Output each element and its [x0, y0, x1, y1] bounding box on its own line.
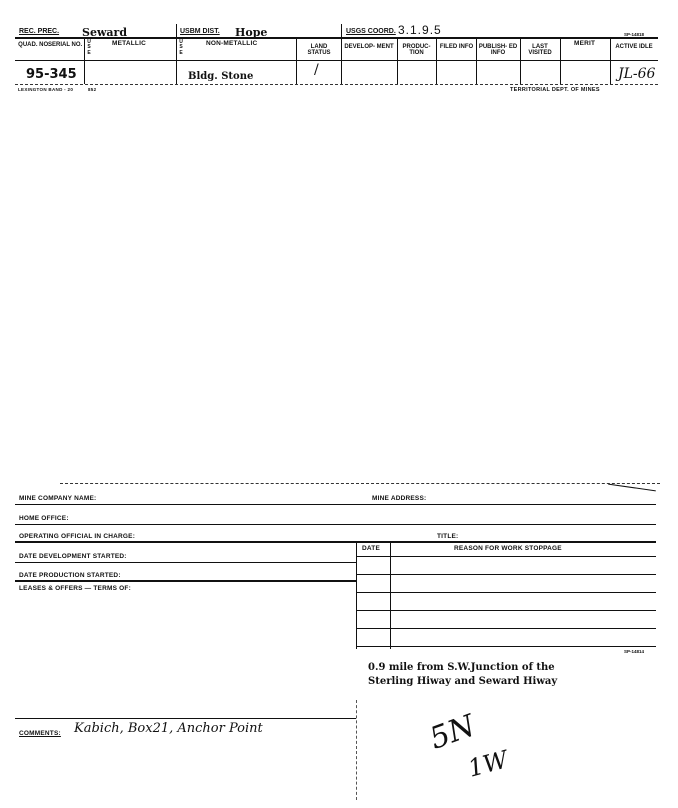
- comments-value: Kabich, Box21, Anchor Point: [74, 721, 263, 736]
- location-note-line2: Sterling Hiway and Seward Hiway: [368, 676, 558, 687]
- location-note-line1: 0.9 mile from S.W.Junction of the: [368, 662, 555, 673]
- table-left: [356, 541, 357, 649]
- rule: [15, 718, 356, 719]
- footer-right: TERRITORIAL DEPT. OF MINES: [510, 87, 600, 93]
- header-rule: [15, 37, 658, 39]
- table-rule: [356, 628, 656, 629]
- divider: [520, 37, 521, 84]
- col-published-info: PUBLISH- ED INFO: [478, 44, 518, 57]
- handwritten-township: 5N: [425, 708, 480, 757]
- col-active-idle: ACTIVE IDLE: [615, 44, 653, 50]
- footer-code: 852: [88, 87, 97, 92]
- rec-prec-value: Seward: [82, 26, 128, 39]
- col-merit: MERIT: [574, 40, 596, 47]
- rule: [15, 504, 656, 505]
- divider: [560, 37, 561, 84]
- table-rule: [356, 556, 656, 557]
- operating-official-label: OPERATING OFFICIAL IN CHARGE:: [19, 533, 136, 540]
- card-edge-mark: [608, 484, 656, 492]
- table-divider: [390, 541, 391, 649]
- col-land-status: LAND STATUS: [307, 44, 331, 57]
- reason-header: REASON FOR WORK STOPPAGE: [454, 545, 562, 552]
- columns-rule: [15, 60, 658, 61]
- table-rule: [356, 610, 656, 611]
- mine-address-label: MINE ADDRESS:: [372, 495, 427, 502]
- rule: [15, 541, 656, 543]
- divider: [176, 24, 177, 38]
- handwritten-range: 1W: [465, 745, 511, 783]
- col-filed-info: FILED INFO: [439, 44, 474, 50]
- col-non-metallic: NON-METALLIC: [206, 40, 258, 47]
- table-rule: [356, 592, 656, 593]
- col-quad-no: QUAD. NO.: [18, 42, 50, 48]
- col-last-visited: LAST VISITED: [528, 44, 552, 57]
- divider: [436, 37, 437, 84]
- divider: [176, 37, 177, 84]
- divider: [610, 37, 611, 84]
- rec-prec-label: REC. PREC.: [19, 28, 60, 35]
- card-edge: [60, 483, 660, 484]
- rule: [15, 524, 656, 525]
- col-production: PRODUC- TION: [402, 44, 431, 57]
- divider: [341, 24, 342, 38]
- usgs-coord-value: 3.1.9.5: [398, 23, 442, 37]
- date-prod-started-label: DATE PRODUCTION STARTED:: [19, 572, 121, 579]
- form-code-bottom: SP-14814: [624, 649, 645, 654]
- footer-left: LEXINGTON BAND - 20: [18, 87, 74, 92]
- non-metallic-value: Bldg. Stone: [188, 71, 254, 82]
- leases-label: LEASES & OFFERS — TERMS OF:: [19, 585, 131, 592]
- table-rule: [356, 646, 656, 647]
- serial-value: 95-345: [26, 67, 77, 82]
- title-label: TITLE:: [437, 533, 459, 540]
- row-rule: [15, 84, 658, 85]
- col-serial-no: SERIAL NO.: [48, 42, 83, 48]
- land-status-value: /: [314, 62, 319, 78]
- date-header: DATE: [362, 545, 381, 552]
- rule: [15, 580, 356, 582]
- col-metallic: METALLIC: [112, 40, 146, 47]
- col-use-nonmetallic: U S E: [179, 39, 183, 56]
- date-dev-started-label: DATE DEVELOPMENT STARTED:: [19, 553, 127, 560]
- usbm-dist-value: Hope: [235, 26, 268, 39]
- divider: [397, 37, 398, 84]
- home-office-label: HOME OFFICE:: [19, 515, 69, 522]
- col-development: DEVELOP- MENT: [344, 44, 394, 50]
- mine-company-name-label: MINE COMPANY NAME:: [19, 495, 97, 502]
- rule: [15, 562, 356, 563]
- active-idle-value: JL-66: [618, 66, 656, 82]
- card-divider: [356, 700, 357, 800]
- table-rule: [356, 574, 656, 575]
- comments-label: COMMENTS:: [19, 730, 61, 737]
- divider: [476, 37, 477, 84]
- divider: [84, 37, 85, 84]
- divider: [341, 37, 342, 84]
- form-code: SP-14818: [624, 32, 645, 37]
- divider: [296, 37, 297, 84]
- col-use-metallic: U S E: [87, 39, 91, 56]
- usbm-dist-label: USBM DIST.: [180, 28, 220, 35]
- usgs-coord-label: USGS COORD.: [346, 28, 396, 35]
